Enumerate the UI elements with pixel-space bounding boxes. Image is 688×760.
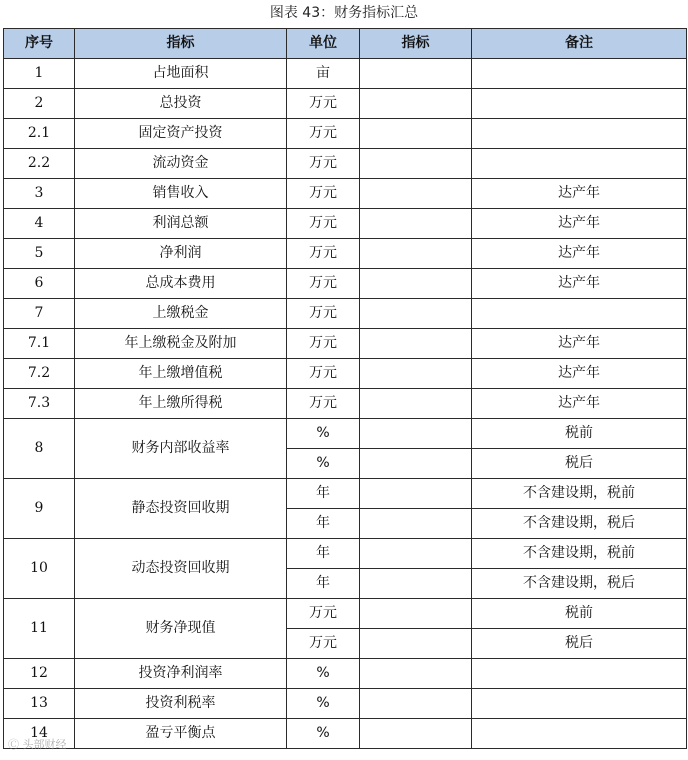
row-index: 2.2 (4, 149, 75, 179)
row-remark (472, 149, 687, 179)
row-remark: 税后 (472, 629, 687, 659)
row-index: 3 (4, 179, 75, 209)
row-value (360, 119, 472, 149)
row-remark (472, 689, 687, 719)
table-caption: 图表 43：财务指标汇总 (269, 5, 419, 21)
row-remark: 不含建设期，税前 (472, 479, 687, 509)
row-remark: 达产年 (472, 359, 687, 389)
header-value: 指标 (360, 29, 472, 59)
row-indicator: 财务净现值 (75, 599, 287, 659)
row-index: 11 (4, 599, 75, 659)
table-row (4, 359, 687, 389)
row-unit: 万元 (287, 89, 360, 119)
row-unit: % (287, 719, 360, 749)
row-index: 7 (4, 299, 75, 329)
row-unit: 万元 (287, 359, 360, 389)
row-indicator: 年上缴所得税 (75, 389, 287, 419)
row-unit: % (287, 659, 360, 689)
row-value (360, 629, 472, 659)
row-remark: 不含建设期，税后 (472, 509, 687, 539)
row-value (360, 689, 472, 719)
row-value (360, 179, 472, 209)
row-index: 1 (4, 59, 75, 89)
row-value (360, 569, 472, 599)
table-row (4, 389, 687, 419)
row-indicator: 净利润 (75, 239, 287, 269)
row-index: 12 (4, 659, 75, 689)
row-indicator: 静态投资回收期 (75, 479, 287, 539)
table-row (4, 149, 687, 179)
row-remark: 达产年 (472, 329, 687, 359)
row-unit: 万元 (287, 209, 360, 239)
row-remark: 达产年 (472, 389, 687, 419)
table-row (4, 299, 687, 329)
row-indicator: 总投资 (75, 89, 287, 119)
table-row (4, 239, 687, 269)
watermark-logo: Ⓒ 头部财经 (8, 738, 67, 751)
row-value (360, 419, 472, 449)
row-remark (472, 299, 687, 329)
row-indicator: 占地面积 (75, 59, 287, 89)
row-indicator: 动态投资回收期 (75, 539, 287, 599)
row-indicator: 利润总额 (75, 209, 287, 239)
table-row (4, 59, 687, 89)
row-unit: 万元 (287, 389, 360, 419)
row-unit: % (287, 449, 360, 479)
row-indicator: 投资净利润率 (75, 659, 287, 689)
row-unit: % (287, 689, 360, 719)
row-indicator: 投资利税率 (75, 689, 287, 719)
row-indicator: 上缴税金 (75, 299, 287, 329)
table-row (4, 719, 687, 749)
row-index: 2.1 (4, 119, 75, 149)
row-remark (472, 659, 687, 689)
row-indicator: 财务内部收益率 (75, 419, 287, 479)
row-index: 13 (4, 689, 75, 719)
table-row (4, 539, 687, 569)
row-remark: 税前 (472, 599, 687, 629)
row-remark (472, 89, 687, 119)
financial-indicators-table (3, 28, 687, 749)
row-value (360, 89, 472, 119)
header-indicator: 指标 (75, 29, 287, 59)
table-row (4, 659, 687, 689)
row-remark (472, 59, 687, 89)
row-unit: 万元 (287, 239, 360, 269)
table-row (4, 329, 687, 359)
table-row (4, 209, 687, 239)
row-remark: 达产年 (472, 179, 687, 209)
table-row (4, 419, 687, 449)
table-row (4, 89, 687, 119)
row-value (360, 449, 472, 479)
row-value (360, 209, 472, 239)
header-unit: 单位 (287, 29, 360, 59)
table-row (4, 689, 687, 719)
table-row (4, 179, 687, 209)
row-value (360, 59, 472, 89)
row-unit: 万元 (287, 149, 360, 179)
row-index: 4 (4, 209, 75, 239)
row-index: 5 (4, 239, 75, 269)
table-row (4, 479, 687, 509)
row-index: 7.1 (4, 329, 75, 359)
row-value (360, 149, 472, 179)
row-index: 8 (4, 419, 75, 479)
row-remark (472, 719, 687, 749)
header-remark: 备注 (472, 29, 687, 59)
row-value (360, 509, 472, 539)
row-unit: 万元 (287, 599, 360, 629)
row-value (360, 539, 472, 569)
row-value (360, 359, 472, 389)
row-unit: 万元 (287, 329, 360, 359)
row-unit: 年 (287, 539, 360, 569)
row-remark: 不含建设期，税后 (472, 569, 687, 599)
row-remark: 税前 (472, 419, 687, 449)
row-index: 9 (4, 479, 75, 539)
row-value (360, 329, 472, 359)
row-indicator: 流动资金 (75, 149, 287, 179)
row-value (360, 479, 472, 509)
row-index: 2 (4, 89, 75, 119)
row-unit: 年 (287, 569, 360, 599)
row-value (360, 389, 472, 419)
row-unit: % (287, 419, 360, 449)
table-row (4, 119, 687, 149)
row-index: 6 (4, 269, 75, 299)
row-indicator: 固定资产投资 (75, 119, 287, 149)
row-index: 10 (4, 539, 75, 599)
row-indicator: 年上缴增值税 (75, 359, 287, 389)
row-unit: 万元 (287, 629, 360, 659)
row-indicator: 销售收入 (75, 179, 287, 209)
row-unit: 万元 (287, 179, 360, 209)
row-unit: 万元 (287, 269, 360, 299)
row-indicator: 年上缴税金及附加 (75, 329, 287, 359)
row-unit: 亩 (287, 59, 360, 89)
row-value (360, 269, 472, 299)
row-value (360, 719, 472, 749)
row-remark: 达产年 (472, 209, 687, 239)
row-remark (472, 119, 687, 149)
row-index: 7.3 (4, 389, 75, 419)
row-index: 14 (4, 719, 75, 749)
row-remark: 税后 (472, 449, 687, 479)
row-value (360, 599, 472, 629)
row-value (360, 659, 472, 689)
row-remark: 达产年 (472, 239, 687, 269)
row-unit: 万元 (287, 119, 360, 149)
row-unit: 万元 (287, 299, 360, 329)
table-header-row (4, 29, 687, 59)
row-index: 7.2 (4, 359, 75, 389)
row-remark: 不含建设期，税前 (472, 539, 687, 569)
row-unit: 年 (287, 509, 360, 539)
row-value (360, 239, 472, 269)
table-row (4, 269, 687, 299)
row-unit: 年 (287, 479, 360, 509)
table-row (4, 599, 687, 629)
header-index: 序号 (4, 29, 75, 59)
row-indicator: 盈亏平衡点 (75, 719, 287, 749)
row-indicator: 总成本费用 (75, 269, 287, 299)
row-remark: 达产年 (472, 269, 687, 299)
row-value (360, 299, 472, 329)
